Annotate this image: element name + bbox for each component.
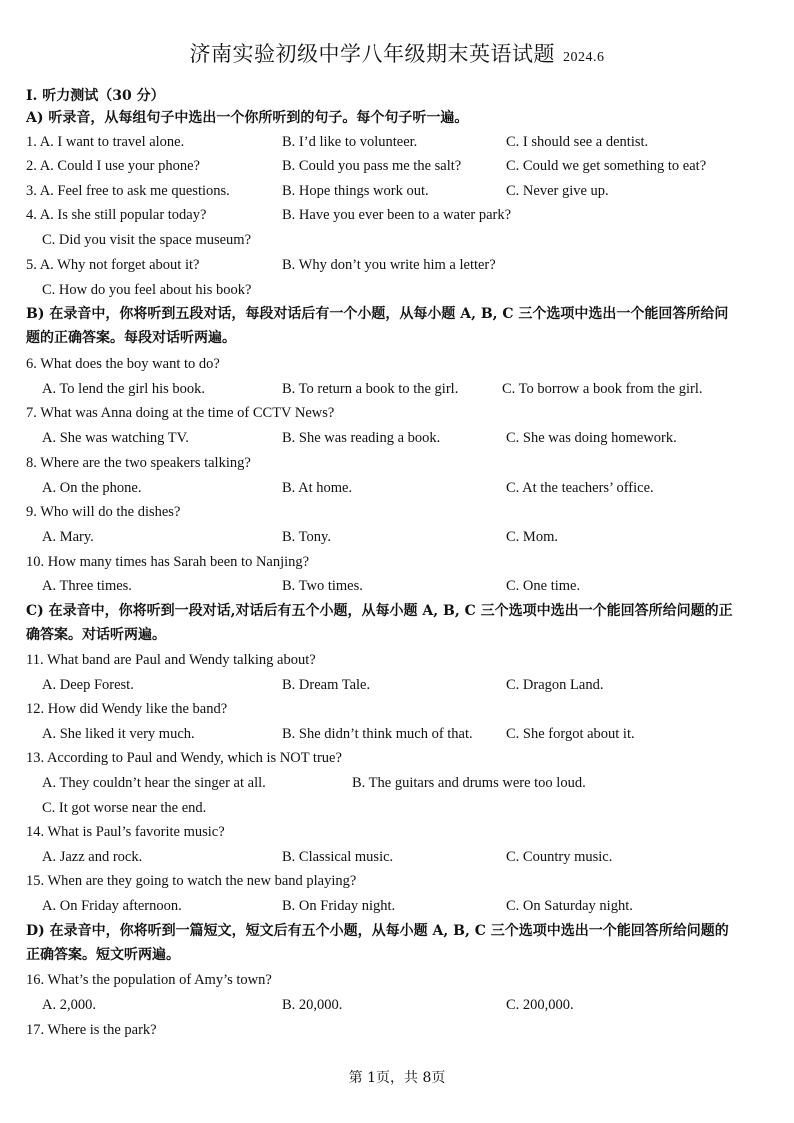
option-b: B. Could you pass me the salt? — [282, 158, 462, 174]
option-c: C. Mom. — [506, 529, 558, 545]
option-a: A. Deep Forest. — [42, 677, 134, 693]
option-b: B. The guitars and drums were too loud. — [352, 775, 586, 791]
question-text: 8. Where are the two speakers talking? — [26, 455, 251, 471]
option-b: B. On Friday night. — [282, 898, 396, 914]
option-a: A. Mary. — [42, 529, 94, 545]
question-text: 9. Who will do the dishes? — [26, 504, 181, 520]
question-text: 10. How many times has Sarah been to Nanjing? — [26, 554, 310, 570]
option-c: C. 200,000. — [506, 997, 574, 1013]
exam-title — [0, 38, 794, 68]
question-text: 12. How did Wendy like the band? — [26, 701, 228, 717]
option-a: A. Three times. — [42, 578, 132, 594]
option-a: 1. A. I want to travel alone. — [26, 134, 185, 150]
option-c: C. Did you visit the space museum? — [42, 232, 252, 248]
question-text: 13. According to Paul and Wendy, which is NOT true? — [26, 750, 342, 766]
option-c: C. Never give up. — [506, 183, 609, 199]
option-a: 2. A. Could I use your phone? — [26, 158, 200, 174]
option-a: 3. A. Feel free to ask me questions. — [26, 183, 230, 199]
option-b: B. She was reading a book. — [282, 430, 441, 446]
option-a: 4. A. Is she still popular today? — [26, 207, 207, 223]
part-heading: I. 听力测试（30 分） — [26, 88, 165, 104]
section-d-instruction: D) 在录音中，你将听到一篇短文，短文后有五个小题，从每小题 A, B, C 三个选项中选出一个能回答所给问题的正确答案。短文听两遍。 — [26, 923, 729, 963]
exam-title-text: 济南实验初级中学八年级期末英语试题 — [189, 42, 555, 66]
option-b: B. Dream Tale. — [282, 677, 371, 693]
option-b: B. At home. — [282, 480, 353, 496]
option-a: A. On the phone. — [42, 480, 142, 496]
option-c: C. She forgot about it. — [506, 726, 635, 742]
option-a: 5. A. Why not forget about it? — [26, 257, 200, 273]
option-c: C. Dragon Land. — [506, 677, 604, 693]
option-a: A. On Friday afternoon. — [42, 898, 182, 914]
option-a: A. Jazz and rock. — [42, 849, 143, 865]
option-a: A. She liked it very much. — [42, 726, 195, 742]
option-b: B. 20,000. — [282, 997, 343, 1013]
option-b: B. Two times. — [282, 578, 363, 594]
option-c: C. It got worse near the end. — [42, 800, 207, 816]
option-b: B. I’d like to volunteer. — [282, 134, 418, 150]
option-b: B. To return a book to the girl. — [282, 381, 459, 397]
option-c: C. How do you feel about his book? — [42, 282, 252, 298]
question-text: 14. What is Paul’s favorite music? — [26, 824, 225, 840]
exam-date: 2024.6 — [563, 50, 605, 65]
option-a: A. They couldn’t hear the singer at all. — [42, 775, 266, 791]
option-c: C. She was doing homework. — [506, 430, 677, 446]
option-c: C. At the teachers’ office. — [506, 480, 654, 496]
option-c: C. Country music. — [506, 849, 613, 865]
option-b: B. Hope things work out. — [282, 183, 429, 199]
section-a-instruction: A) 听录音，从每组句子中选出一个你所听到的句子。每个句子听一遍。 — [26, 110, 469, 126]
section-c-instruction: C) 在录音中，你将听到一段对话,对话后有五个小题，从每小题 A, B, C 三个选项中选出一个能回答所给问题的正确答案。对话听两遍。 — [26, 603, 733, 643]
question-text: 16. What’s the population of Amy’s town? — [26, 972, 272, 988]
option-b: B. She didn’t think much of that. — [282, 726, 473, 742]
option-b: B. Tony. — [282, 529, 331, 545]
question-text: 17. Where is the park? — [26, 1022, 157, 1038]
option-c: C. On Saturday night. — [506, 898, 633, 914]
option-c: C. I should see a dentist. — [506, 134, 649, 150]
page-number: 第 1页，共 8页 — [348, 1070, 446, 1086]
question-text: 15. When are they going to watch the new band playing? — [26, 873, 357, 889]
option-b: B. Why don’t you write him a letter? — [282, 257, 496, 273]
question-text: 11. What band are Paul and Wendy talking about? — [26, 652, 316, 668]
section-b-instruction: B) 在录音中，你将听到五段对话，每段对话后有一个小题，从每小题 A, B, C 三个选项中选出一个能回答所给问题的正确答案。每段对话听两遍。 — [26, 306, 729, 346]
option-c: C. Could we get something to eat? — [506, 158, 707, 174]
question-text: 7. What was Anna doing at the time of CCTV News? — [26, 405, 335, 421]
option-c: C. To borrow a book from the girl. — [502, 381, 703, 397]
option-c: C. One time. — [506, 578, 581, 594]
option-a: A. 2,000. — [42, 997, 96, 1013]
option-b: B. Classical music. — [282, 849, 394, 865]
option-a: A. She was watching TV. — [42, 430, 189, 446]
option-a: A. To lend the girl his book. — [42, 381, 206, 397]
question-text: 6. What does the boy want to do? — [26, 356, 220, 372]
option-b: B. Have you ever been to a water park? — [282, 207, 512, 223]
